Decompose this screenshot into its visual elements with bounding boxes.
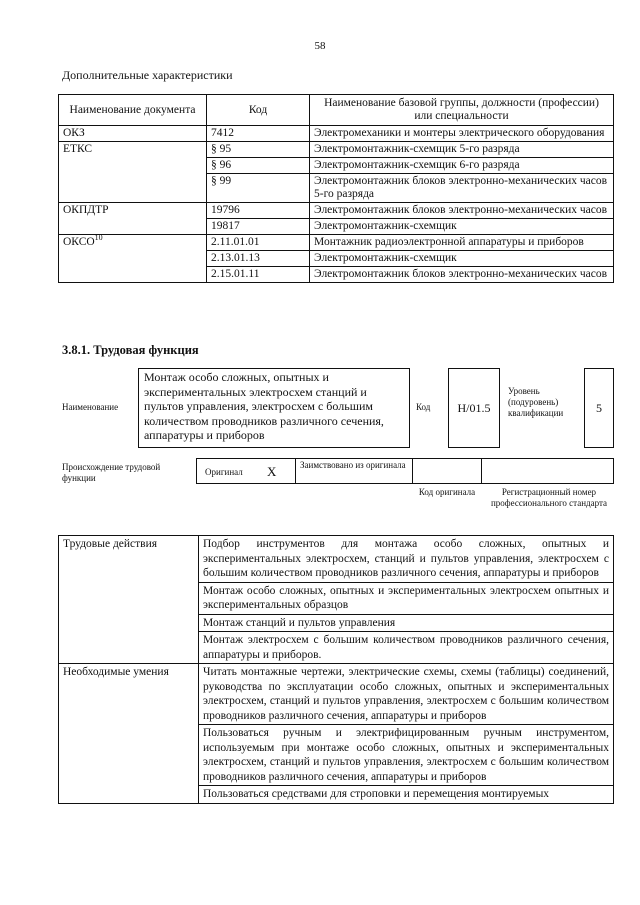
doc-label: ОКСО (63, 236, 95, 248)
page-number: 58 (314, 40, 326, 52)
code-cell: § 99 (207, 174, 310, 203)
doc-cell (59, 235, 207, 283)
name-cell: Электромонтажник блоков электронно-механических часов (310, 203, 614, 219)
actions-label: Трудовые действия (59, 536, 199, 664)
table-row (59, 203, 614, 219)
name-cell: Электромонтажник-схемщик 6-го разряда (310, 158, 614, 174)
borrowed-cell: Заимствовано из оригинала (295, 458, 413, 484)
header-code: Код (207, 95, 310, 126)
code-cell: 7412 (207, 126, 310, 142)
qualification-level-label: Уровень (подуровень) квалификации (508, 386, 564, 418)
action-item: Монтаж особо сложных, опытных и экспериментальных электросхем опытных и экспериментальных образцов (199, 582, 614, 614)
skill-item: Пользоваться средствами для строповки и перемещения монтируемых (199, 786, 614, 804)
original-cell (196, 458, 296, 484)
reg-number-cell (481, 458, 614, 484)
action-item: Монтаж электросхем с большим количеством проводников различного сечения, аппаратуры и приборов. (199, 632, 614, 664)
section-title: 3.8.1. Трудовая функция (62, 343, 199, 357)
original-code-label: Код оригинала (418, 487, 476, 497)
function-name: Монтаж особо сложных, опытных и экспериментальных электросхем станций и пультов управления, электросхем с большим количеством проводников различного сечения, аппаратуры и приборов (138, 368, 410, 448)
name-cell: Электромонтажник-схемщик (310, 219, 614, 235)
qualification-level: 5 (584, 368, 614, 448)
original-label: Оригинал (205, 467, 243, 477)
doc-cell: ЕТКС (59, 142, 207, 203)
skills-label: Необходимые умения (59, 664, 199, 804)
doc-cell: ОКПДТР (59, 203, 207, 235)
header-name: Наименование базовой группы, должности (профессии) или специальности (310, 95, 614, 126)
function-code: H/01.5 (448, 368, 500, 448)
action-item: Подбор инструментов для монтажа особо сложных, опытных и экспериментальных электросхем, станций и пультов управления, электросхем с большим количеством проводников различного сечения, аппаратуры и приборов (199, 536, 614, 583)
original-mark: X (267, 464, 277, 479)
code-cell: 19817 (207, 219, 310, 235)
table-header-row (59, 95, 614, 126)
table-row (59, 664, 614, 725)
reg-number-label: Регистрационный номер профессионального стандарта (490, 487, 608, 508)
code-cell: 19796 (207, 203, 310, 219)
code-cell: § 96 (207, 158, 310, 174)
work-functions-table (58, 535, 614, 804)
skill-item: Пользоваться ручным и электрифицированным ручным инструментом, используемым при монтаже особо сложных, опытных и экспериментальных электросхем, станций и пультов управления, электросхем с большим количеством проводников различного сечения, аппаратуры и приборов (199, 725, 614, 786)
doc-cell: ОКЗ (59, 126, 207, 142)
code-cell: 2.11.01.01 (207, 235, 310, 251)
code-cell: 2.15.01.11 (207, 267, 310, 283)
function-code-label: Код (416, 402, 431, 412)
footnote-ref: 10 (94, 233, 103, 243)
name-cell: Электромонтажник блоков электронно-механических часов (310, 267, 614, 283)
characteristics-table (58, 94, 614, 283)
name-cell: Монтажник радиоэлектронной аппаратуры и приборов (310, 235, 614, 251)
subtitle: Дополнительные характеристики (62, 68, 233, 82)
name-cell: Электромонтажник блоков электронно-механических часов 5-го разряда (310, 174, 614, 203)
skill-item: Читать монтажные чертежи, электрические схемы, схемы (таблицы) соединений, руководства по эксплуатации особо сложных, опытных и экспериментальных электросхем, станций и пультов управления, электросхем с большим количеством проводников различного сечения, аппаратуры и приборов (199, 664, 614, 725)
original-code-cell (412, 458, 482, 484)
table-row (59, 235, 614, 251)
function-name-label: Наименование (62, 402, 119, 412)
action-item: Монтаж станций и пультов управления (199, 614, 614, 632)
code-cell: § 95 (207, 142, 310, 158)
table-row (59, 142, 614, 158)
name-cell: Электромонтажник-схемщик (310, 251, 614, 267)
table-row (59, 536, 614, 583)
origin-label: Происхождение трудовой функции (62, 462, 161, 483)
name-cell: Электромонтажник-схемщик 5-го разряда (310, 142, 614, 158)
origin-row (196, 458, 614, 484)
header-document: Наименование документа (59, 95, 207, 126)
name-cell: Электромеханики и монтеры электрического оборудования (310, 126, 614, 142)
table-row (59, 126, 614, 142)
code-cell: 2.13.01.13 (207, 251, 310, 267)
